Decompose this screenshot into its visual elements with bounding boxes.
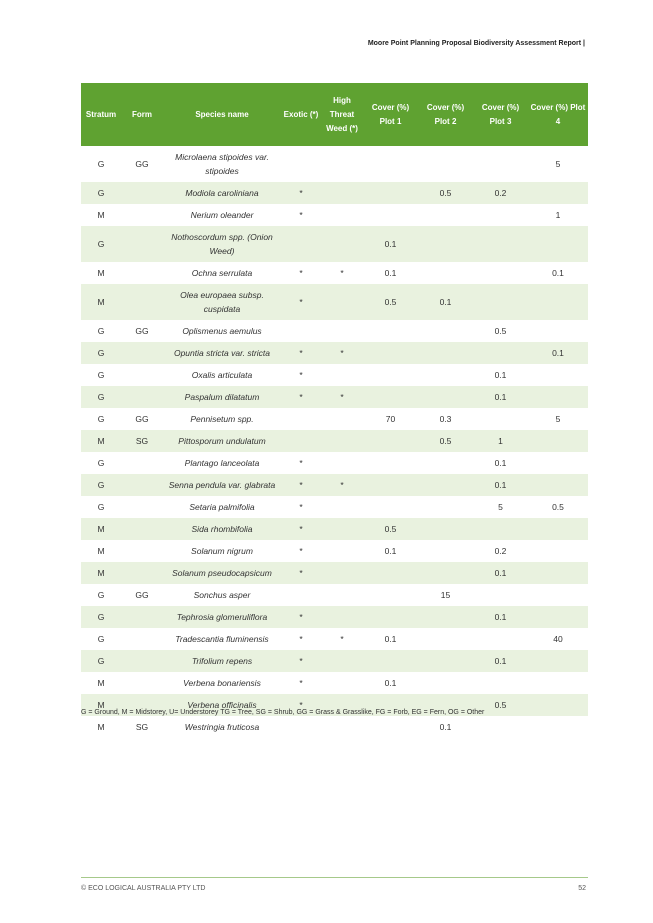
- cell-cover-plot-2: 0.1: [418, 284, 473, 320]
- header-stratum: Stratum: [81, 83, 121, 146]
- cell-high-threat-weed: [321, 452, 363, 474]
- cell-cover-plot-1: 0.1: [384, 268, 397, 278]
- cell-high-threat-weed: [321, 584, 363, 606]
- cell-form: [121, 262, 163, 284]
- cell-exotic: *: [281, 474, 321, 496]
- table-row: [81, 262, 588, 284]
- cell-form: [121, 518, 163, 540]
- cell-exotic: *: [299, 458, 303, 468]
- footer-company: © ECO LOGICAL AUSTRALIA PTY LTD: [81, 885, 206, 892]
- table-row: [81, 386, 588, 408]
- cell-cover-plot-3: [473, 342, 528, 364]
- cell-form: SG: [121, 430, 163, 452]
- cell-exotic: *: [281, 342, 321, 364]
- cell-exotic: *: [281, 518, 321, 540]
- cell-high-threat-weed: [321, 364, 363, 386]
- cell-exotic: [281, 146, 321, 182]
- cell-high-threat-weed: [321, 518, 363, 540]
- cell-cover-plot-2: 0.3: [439, 414, 452, 424]
- header-cover-plot-3: Cover (%) Plot 3: [473, 83, 528, 146]
- cell-high-threat-weed: [321, 562, 363, 584]
- cell-cover-plot-2: [418, 452, 473, 474]
- header-cover-plot-4: Cover (%) Plot 4: [528, 83, 588, 146]
- header-cover-plot-2: Cover (%) Plot 2: [418, 83, 473, 146]
- cell-cover-plot-4: [528, 364, 588, 386]
- table-row: [81, 650, 588, 672]
- cell-cover-plot-3: [473, 204, 528, 226]
- cell-form: SG: [135, 722, 149, 732]
- cell-high-threat-weed: [321, 496, 363, 518]
- cell-cover-plot-2: [418, 226, 473, 262]
- cell-cover-plot-4: [528, 430, 588, 452]
- cell-high-threat-weed: [321, 430, 363, 452]
- cell-cover-plot-1: [363, 320, 418, 342]
- cell-high-threat-weed: [321, 650, 363, 672]
- cell-cover-plot-3: 5: [498, 502, 503, 512]
- cell-form: [121, 562, 163, 584]
- cell-cover-plot-1: [363, 562, 418, 584]
- cell-high-threat-weed: [321, 146, 363, 182]
- species-cover-table: [81, 83, 588, 738]
- cell-species: Nothoscordum spp. (Onion Weed): [163, 226, 281, 262]
- cell-cover-plot-1: [363, 496, 418, 518]
- cell-high-threat-weed: *: [340, 634, 344, 644]
- cell-stratum: G: [81, 474, 121, 496]
- cell-high-threat-weed: [321, 204, 363, 226]
- table-row: [81, 226, 588, 262]
- cell-cover-plot-2: [418, 650, 473, 672]
- cell-stratum: G: [97, 326, 105, 336]
- cell-cover-plot-2: 0.5: [418, 430, 473, 452]
- header-cover-plot-1: Cover (%) Plot 1: [363, 83, 418, 146]
- cell-form: [121, 540, 163, 562]
- cell-cover-plot-1: [363, 430, 418, 452]
- cell-cover-plot-3: [473, 226, 528, 262]
- cell-cover-plot-3: [473, 584, 528, 606]
- cell-high-threat-weed: [321, 226, 363, 262]
- cell-form: [121, 364, 163, 386]
- table-row: [81, 284, 588, 320]
- cell-cover-plot-4: [528, 540, 588, 562]
- table-footnote: G = Ground, M = Midstorey, U= Understorey TG = Tree, SG = Shrub, GG = Grass & Grasslike, FG = Forb, EG = Fern, OG = Other: [81, 709, 485, 716]
- cell-high-threat-weed: *: [321, 474, 363, 496]
- cell-stratum: M: [81, 518, 121, 540]
- cell-cover-plot-4: 0.1: [528, 342, 588, 364]
- cell-exotic: *: [299, 546, 303, 556]
- cell-exotic: [281, 584, 321, 606]
- cell-cover-plot-2: [418, 518, 473, 540]
- cell-stratum: G: [81, 342, 121, 364]
- cell-cover-plot-3: 0.1: [494, 458, 507, 468]
- cell-stratum: M: [97, 268, 105, 278]
- table-row: [81, 606, 588, 628]
- cell-high-threat-weed: [321, 182, 363, 204]
- cell-stratum: G: [97, 159, 105, 169]
- cell-species: Olea europaea subsp. cuspidata: [163, 284, 281, 320]
- cell-exotic: *: [281, 650, 321, 672]
- cell-high-threat-weed: [321, 284, 363, 320]
- cell-cover-plot-3: [473, 672, 528, 694]
- cell-stratum: G: [97, 634, 105, 644]
- cell-cover-plot-2: [418, 386, 473, 408]
- cell-stratum: M: [97, 210, 105, 220]
- table-row: [81, 342, 588, 364]
- cell-form: [121, 342, 163, 364]
- cell-form: [121, 628, 163, 650]
- cell-species: Oxalis articulata: [191, 370, 253, 380]
- cell-exotic: *: [281, 386, 321, 408]
- cell-stratum: G: [97, 370, 105, 380]
- table-row: [81, 204, 588, 226]
- cell-cover-plot-1: [363, 342, 418, 364]
- cell-cover-plot-3: [473, 284, 528, 320]
- cell-exotic: *: [299, 210, 303, 220]
- cell-cover-plot-4: [528, 386, 588, 408]
- cell-species: Oplismenus aemulus: [182, 326, 262, 336]
- table-row: [81, 364, 588, 386]
- cell-cover-plot-1: [363, 716, 418, 738]
- cell-high-threat-weed: [321, 320, 363, 342]
- cell-cover-plot-2: [418, 474, 473, 496]
- cell-cover-plot-1: 0.1: [384, 678, 397, 688]
- cell-species: Opuntia stricta var. stricta: [163, 342, 281, 364]
- cell-stratum: G: [81, 650, 121, 672]
- cell-cover-plot-4: [528, 716, 588, 738]
- cell-exotic: [281, 320, 321, 342]
- cell-stratum: G: [97, 502, 105, 512]
- cell-cover-plot-4: 5: [555, 414, 561, 424]
- cell-cover-plot-2: [418, 146, 473, 182]
- table-row: [81, 408, 588, 430]
- cell-cover-plot-2: [418, 342, 473, 364]
- cell-species: Verbena bonariensis: [183, 678, 261, 688]
- cell-cover-plot-2: [418, 262, 473, 284]
- cell-stratum: G: [81, 606, 121, 628]
- cell-species: Sonchus asper: [193, 590, 251, 600]
- cell-exotic: *: [299, 370, 303, 380]
- cell-species: Westringia fruticosa: [184, 722, 260, 732]
- cell-exotic: *: [299, 634, 303, 644]
- cell-cover-plot-1: 0.1: [384, 634, 397, 644]
- cell-cover-plot-1: [363, 650, 418, 672]
- cell-species: Ochna serrulata: [191, 268, 253, 278]
- cell-cover-plot-2: [418, 672, 473, 694]
- cell-exotic: [281, 408, 321, 430]
- cell-cover-plot-1: [363, 146, 418, 182]
- table-row: [81, 146, 588, 182]
- cell-cover-plot-2: [418, 540, 473, 562]
- header-exotic: Exotic (*): [281, 83, 321, 146]
- table-row: [81, 496, 588, 518]
- cell-cover-plot-4: 40: [553, 634, 563, 644]
- cell-cover-plot-3: 0.2: [473, 182, 528, 204]
- cell-form: [121, 226, 163, 262]
- cell-high-threat-weed: [321, 716, 363, 738]
- cell-cover-plot-2: 15: [440, 590, 451, 600]
- table-row: [81, 628, 588, 650]
- cell-cover-plot-4: [528, 320, 588, 342]
- table-row: [81, 584, 588, 606]
- cell-cover-plot-3: [473, 716, 528, 738]
- cell-cover-plot-1: 70: [385, 414, 396, 424]
- cell-exotic: *: [281, 182, 321, 204]
- cell-species: Tradescantia fluminensis: [175, 634, 269, 644]
- cell-cover-plot-2: [418, 320, 473, 342]
- cell-cover-plot-1: [363, 182, 418, 204]
- cell-cover-plot-3: 0.1: [473, 474, 528, 496]
- cell-exotic: *: [281, 694, 321, 716]
- cell-exotic: *: [299, 678, 303, 688]
- cell-cover-plot-4: [528, 518, 588, 540]
- cell-high-threat-weed: [321, 606, 363, 628]
- cell-species: Pittosporum undulatum: [163, 430, 281, 452]
- cell-species: Verbena officinalis: [163, 694, 281, 716]
- cell-exotic: [281, 226, 321, 262]
- cell-species: Paspalum dilatatum: [163, 386, 281, 408]
- cell-stratum: M: [97, 722, 105, 732]
- cell-stratum: M: [81, 694, 121, 716]
- cell-form: [121, 474, 163, 496]
- cell-form: [121, 496, 163, 518]
- cell-form: [121, 650, 163, 672]
- cell-species: Pennisetum spp.: [190, 414, 254, 424]
- cell-stratum: M: [97, 546, 105, 556]
- cell-stratum: G: [81, 386, 121, 408]
- cell-cover-plot-2: [418, 204, 473, 226]
- running-header: Moore Point Planning Proposal Biodiversity Assessment Report |: [367, 40, 585, 47]
- cell-stratum: G: [97, 414, 105, 424]
- cell-species: Solanum pseudocapsicum: [163, 562, 281, 584]
- cell-cover-plot-4: [528, 226, 588, 262]
- cell-cover-plot-3: 0.2: [494, 546, 507, 556]
- cell-stratum: M: [81, 562, 121, 584]
- cell-cover-plot-3: 0.1: [473, 562, 528, 584]
- cell-exotic: [281, 430, 321, 452]
- cell-cover-plot-4: 5: [555, 159, 561, 169]
- cell-species: Nerium oleander: [190, 210, 254, 220]
- table-row: [81, 430, 588, 452]
- cell-cover-plot-1: 0.5: [363, 518, 418, 540]
- cell-cover-plot-2: [418, 562, 473, 584]
- table-row: [81, 182, 588, 204]
- cell-stratum: M: [81, 430, 121, 452]
- table-header-row: [81, 83, 588, 146]
- table-row: [81, 540, 588, 562]
- cell-exotic: *: [281, 606, 321, 628]
- cell-cover-plot-2: [418, 364, 473, 386]
- cell-form: [121, 606, 163, 628]
- cell-cover-plot-4: 1: [555, 210, 561, 220]
- cell-cover-plot-1: [363, 606, 418, 628]
- cell-cover-plot-4: 0.5: [552, 502, 564, 512]
- cell-high-threat-weed: [321, 672, 363, 694]
- cell-exotic: *: [299, 268, 303, 278]
- table-row: [81, 672, 588, 694]
- cell-exotic: *: [281, 284, 321, 320]
- table-row: [81, 474, 588, 496]
- cell-form: [121, 386, 163, 408]
- table-body: [81, 146, 588, 738]
- cell-species: Sida rhombifolia: [163, 518, 281, 540]
- cell-cover-plot-3: [473, 146, 528, 182]
- cell-form: [121, 672, 163, 694]
- cell-cover-plot-3: [473, 408, 528, 430]
- cell-form: GG: [135, 326, 149, 336]
- cell-cover-plot-2: 0.1: [439, 722, 452, 732]
- cell-cover-plot-3: 0.5: [473, 694, 528, 716]
- table-row: [81, 320, 588, 342]
- cell-cover-plot-4: [528, 694, 588, 716]
- cell-cover-plot-1: 0.1: [384, 546, 397, 556]
- cell-form: [121, 284, 163, 320]
- cell-cover-plot-1: 0.5: [363, 284, 418, 320]
- cell-stratum: G: [81, 182, 121, 204]
- cell-cover-plot-4: [528, 650, 588, 672]
- cell-stratum: G: [97, 458, 105, 468]
- cell-cover-plot-2: 0.5: [418, 182, 473, 204]
- cell-form: [121, 204, 163, 226]
- table-row: [81, 452, 588, 474]
- cell-species: Solanum nigrum: [191, 546, 253, 556]
- cell-form: GG: [135, 590, 149, 600]
- cell-stratum: M: [97, 678, 105, 688]
- cell-cover-plot-4: [528, 182, 588, 204]
- cell-cover-plot-2: [418, 628, 473, 650]
- cell-stratum: M: [81, 284, 121, 320]
- cell-cover-plot-3: 0.1: [473, 606, 528, 628]
- table-row: [81, 562, 588, 584]
- cell-cover-plot-1: [363, 584, 418, 606]
- header-form: Form: [121, 83, 163, 146]
- cell-cover-plot-4: [528, 672, 588, 694]
- cell-cover-plot-3: [473, 628, 528, 650]
- cell-cover-plot-3: 0.1: [473, 386, 528, 408]
- cell-cover-plot-1: 0.1: [363, 226, 418, 262]
- header-high-threat-weed: High Threat Weed (*): [321, 83, 363, 146]
- cell-cover-plot-4: [528, 562, 588, 584]
- cell-stratum: G: [81, 226, 121, 262]
- cell-cover-plot-1: [363, 364, 418, 386]
- cell-species: Tephrosia glomeruliflora: [163, 606, 281, 628]
- cell-species: Trifolium repens: [163, 650, 281, 672]
- cell-form: [121, 452, 163, 474]
- cell-high-threat-weed: *: [321, 386, 363, 408]
- cell-cover-plot-1: [363, 386, 418, 408]
- cell-cover-plot-4: [528, 474, 588, 496]
- cell-species: Microlaena stipoides var. stipoides: [175, 152, 269, 176]
- cell-cover-plot-4: [528, 284, 588, 320]
- cell-cover-plot-3: [473, 262, 528, 284]
- cell-stratum: G: [97, 590, 105, 600]
- page-number: 52: [578, 885, 586, 892]
- footer-divider: [81, 877, 588, 878]
- cell-high-threat-weed: *: [321, 342, 363, 364]
- cell-species: Modiola caroliniana: [163, 182, 281, 204]
- cell-cover-plot-2: [418, 606, 473, 628]
- cell-form: GG: [135, 159, 149, 169]
- cell-form: GG: [135, 414, 149, 424]
- cell-cover-plot-4: [528, 584, 588, 606]
- cell-cover-plot-1: [363, 204, 418, 226]
- cell-high-threat-weed: [321, 408, 363, 430]
- cell-species: Plantago lanceolata: [184, 458, 260, 468]
- cell-cover-plot-1: [363, 452, 418, 474]
- cell-species: Senna pendula var. glabrata: [163, 474, 281, 496]
- cell-cover-plot-3: 1: [473, 430, 528, 452]
- cell-cover-plot-2: [418, 496, 473, 518]
- cell-cover-plot-3: 0.5: [494, 326, 507, 336]
- cell-species: Setaria palmifolia: [189, 502, 255, 512]
- cell-cover-plot-4: [528, 452, 588, 474]
- header-species: Species name: [163, 83, 281, 146]
- table-row: [81, 716, 588, 738]
- cell-form: [121, 182, 163, 204]
- table-row: [81, 518, 588, 540]
- cell-cover-plot-1: [363, 474, 418, 496]
- cell-cover-plot-3: 0.1: [494, 370, 507, 380]
- cell-cover-plot-3: [473, 518, 528, 540]
- cell-high-threat-weed: *: [340, 268, 344, 278]
- cell-cover-plot-4: 0.1: [552, 268, 564, 278]
- cell-exotic: *: [281, 562, 321, 584]
- cell-exotic: *: [299, 502, 303, 512]
- cell-cover-plot-3: 0.1: [473, 650, 528, 672]
- cell-exotic: [281, 716, 321, 738]
- cell-cover-plot-4: [528, 606, 588, 628]
- cell-high-threat-weed: [321, 540, 363, 562]
